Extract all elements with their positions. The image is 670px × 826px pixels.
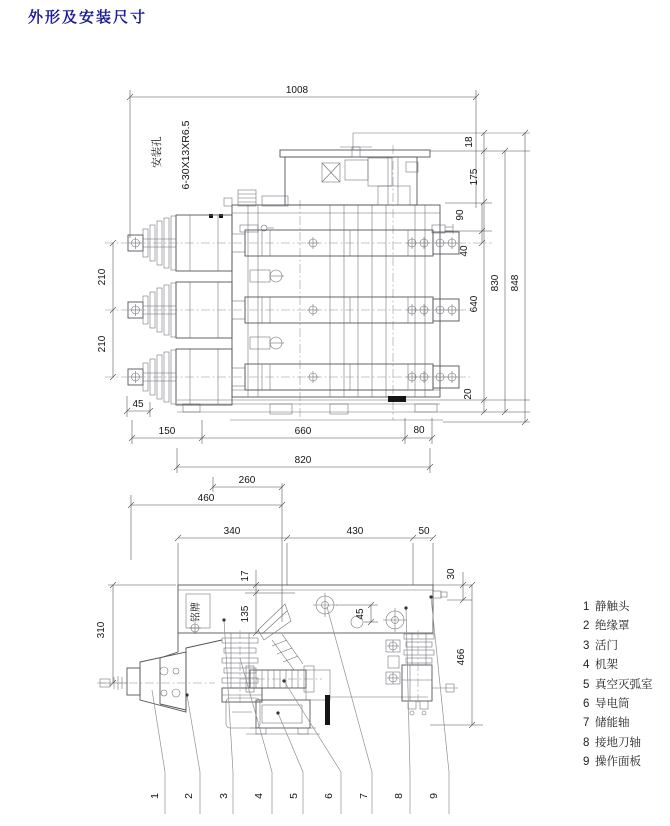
energy-storage-shaft xyxy=(325,695,330,725)
side-dimensions xyxy=(96,526,483,728)
center-mark-icon xyxy=(189,622,201,634)
dim-1008: 1008 xyxy=(285,85,309,96)
dim-210b: 210 xyxy=(97,335,108,353)
dim-210a: 210 xyxy=(97,268,108,286)
dim-430: 430 xyxy=(346,526,364,537)
callout-3: 3 xyxy=(218,793,230,799)
dim-848: 848 xyxy=(510,274,521,292)
front-bushing xyxy=(97,633,222,712)
callout-4: 4 xyxy=(253,793,265,799)
diagonal-insulator xyxy=(272,634,303,670)
parts-legend xyxy=(583,598,653,773)
nameplate-label: 铭牌 xyxy=(191,602,202,622)
center-mark-icon xyxy=(383,608,407,632)
callout-1: 1 xyxy=(149,793,161,799)
dim-90: 90 xyxy=(455,209,466,221)
dim-260: 260 xyxy=(238,475,256,486)
callout-5: 5 xyxy=(288,793,300,799)
dim-830: 830 xyxy=(490,274,501,292)
legend-item: 9 操作面板 xyxy=(583,756,641,769)
mount-hole-label: 安装孔 xyxy=(151,136,163,168)
base-rail xyxy=(177,396,443,420)
legend-item: 3 活门 xyxy=(583,639,618,652)
vacuum-interrupter xyxy=(226,666,330,734)
interpole-link-1 xyxy=(250,270,284,282)
callout-6: 6 xyxy=(323,793,335,799)
dim-40: 40 xyxy=(459,245,470,257)
dim-340: 340 xyxy=(223,526,241,537)
dim-45: 45 xyxy=(132,399,144,410)
dim-18: 18 xyxy=(464,136,475,148)
mount-hole-spec: 6-30X13XR6.5 xyxy=(180,120,192,190)
dim-150: 150 xyxy=(158,426,176,437)
interpole-link-2 xyxy=(250,337,284,349)
dim-30: 30 xyxy=(446,568,457,580)
frame-outline xyxy=(232,205,440,397)
dim-80: 80 xyxy=(413,425,425,436)
legend-item: 1 静触头 xyxy=(583,601,630,613)
grounding-column xyxy=(386,630,458,715)
dim-460: 460 xyxy=(197,493,215,504)
callout-7: 7 xyxy=(358,793,370,799)
insulator-column-left xyxy=(222,630,262,706)
dim-135: 135 xyxy=(240,605,251,623)
shutter-linkage xyxy=(258,604,291,640)
dim-820: 820 xyxy=(294,455,312,466)
callout-2: 2 xyxy=(183,793,195,799)
callout-8: 8 xyxy=(393,793,405,799)
legend-item: 6 导电筒 xyxy=(583,697,630,710)
legend-item: 8 接地刀轴 xyxy=(583,736,641,749)
dim-45-hole: 45 xyxy=(355,608,366,620)
dim-466: 466 xyxy=(456,648,467,666)
legend-item: 7 储能轴 xyxy=(583,717,630,730)
frame-top-parts xyxy=(209,190,288,232)
legend-item: 4 机架 xyxy=(583,659,618,672)
dim-50: 50 xyxy=(418,526,430,537)
dim-20: 20 xyxy=(463,388,474,400)
dim-660: 660 xyxy=(294,426,312,437)
legend-item: 2 绝缘罩 xyxy=(583,620,630,633)
legend-item: 5 真空灭弧室 xyxy=(583,678,653,691)
mechanism-box xyxy=(280,133,530,205)
plan-view xyxy=(105,133,530,420)
dim-640: 640 xyxy=(469,295,480,313)
dim-175: 175 xyxy=(469,168,480,186)
plan-dimensions xyxy=(97,85,530,622)
center-mark-icon xyxy=(313,593,337,617)
dim-310: 310 xyxy=(96,621,107,639)
page-title: 外形及安装尺寸 xyxy=(28,9,148,26)
callout-9: 9 xyxy=(428,793,440,799)
dim-17: 17 xyxy=(240,570,251,582)
